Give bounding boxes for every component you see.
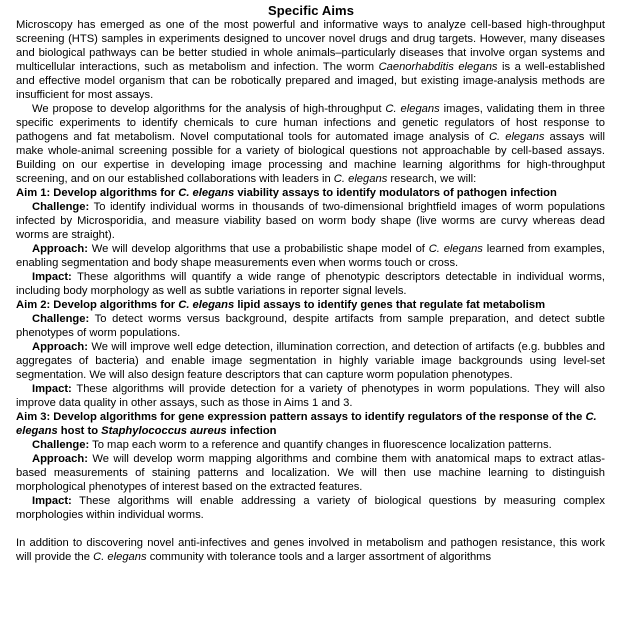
bold-run: viability assays to identify modulators of pathogen infection	[234, 187, 557, 199]
text-run: is a well-established and effective model organism that can be robotically prepared and imaged, but existing image-analysis methods are insufficient for most assays.	[16, 61, 605, 101]
text-run: We will improve well edge detection, illumination correction, and detection of artifacts (e.g. bubbles and aggregates of bacteria) and enable image segmentation in highly variable image backgrounds using level-set segmentation. We will also design feature descriptors that can capture worm population phenotypes.	[16, 341, 605, 381]
text-run: learned from examples, enabling segmentation and body shape measurements even when worms touch or cross.	[16, 243, 605, 269]
bold-run: Approach:	[32, 453, 88, 465]
text-run: These algorithms will quantify a wide range of phenotypic descriptors detectable in individual worms, including body morphology as well as subtle variations in reporter signal levels.	[16, 271, 605, 297]
page-title: Specific Aims	[267, 3, 355, 18]
text-run: To map each worm to a reference and quantify changes in fluorescence localization patterns.	[89, 439, 552, 451]
text-run: Microscopy has emerged as one of the most powerful and informative ways to analyze cell-based high-throughput screening (HTS) samples in experiments designed to uncover novel drugs and drug targets. However, many diseases and biological pathways can be better studied in whole animals–particularly diseases that involve organ systems and multicellular interactions, such as metabolism and infection. The worm	[16, 19, 605, 73]
text-run: These algorithms will enable addressing a variety of biological questions by measuring complex morphologies within individual worms.	[16, 495, 605, 521]
italic-species-name: C. elegans	[178, 187, 235, 199]
bold-run: Approach:	[32, 243, 88, 255]
aim-heading	[16, 298, 605, 312]
text-run: To identify individual worms in thousands of two-dimensional brightfield images of worm populations infected by Microsporidia, and measure viability based on worm body shape (live worms are curvy whereas dead worms are straight).	[16, 201, 605, 241]
italic-species-name: C. elegans	[488, 131, 545, 143]
bold-run: Challenge:	[32, 201, 90, 213]
bold-run: Approach:	[32, 341, 88, 353]
text-run: These algorithms will provide detection for a variety of phenotypes in worm populations. They will also improve data quality in other assays, such as those in Aims 1 and 3.	[16, 383, 605, 409]
italic-species-name: C. elegans	[178, 299, 235, 311]
italic-species-name: C. elegans	[385, 103, 440, 115]
body-paragraph	[16, 452, 605, 494]
text-run: We will develop worm mapping algorithms and combine them with anatomical maps to extract atlas-based measurements of staining patterns and localization. We will then use machine learning to distinguish morphological phenotypes of interest based on the extracted features.	[16, 453, 605, 493]
bold-run: Challenge:	[32, 313, 90, 325]
text-run: We propose to develop algorithms for the analysis of high-throughput	[32, 103, 386, 115]
bold-run: Impact:	[32, 271, 72, 283]
text-run: In addition to discovering novel anti-infectives and genes involved in metabolism and pathogen resistance, this work will provide the	[16, 537, 605, 563]
italic-species-name: C. elegans	[428, 243, 483, 255]
text-run: assays will make whole-animal screening possible for a variety of biological questions not approachable by cell-based assays. Building on our expertise in developing image processing and machine learning algorithms for high-throughput screening, and on our established collaborations with leaders in	[16, 131, 605, 185]
text-run: We will develop algorithms that use a probabilistic shape model of	[87, 243, 429, 255]
body-paragraph	[16, 494, 605, 522]
bold-run: Challenge:	[32, 439, 90, 451]
body-paragraph	[16, 200, 605, 242]
body-paragraph	[16, 340, 605, 382]
bold-run: Aim 2: Develop algorithms for	[16, 299, 179, 311]
bold-run: host to	[57, 425, 102, 437]
italic-species-name: C. elegans	[16, 411, 597, 437]
italic-species-name: C. elegans	[333, 173, 388, 185]
body-paragraph	[16, 312, 605, 340]
text-run: To detect worms versus background, despite artifacts from sample preparation, and detect subtle phenotypes of worm populations.	[16, 313, 605, 339]
body-paragraph	[16, 270, 605, 298]
text-run: research, we will:	[387, 173, 477, 185]
body-paragraph	[16, 242, 605, 270]
aim-heading	[16, 186, 605, 200]
bold-run: Impact:	[32, 383, 72, 395]
italic-species-name: Caenorhabditis elegans	[378, 61, 498, 73]
aim-heading	[16, 410, 605, 438]
bold-run: lipid assays to identify genes that regulate fat metabolism	[234, 299, 546, 311]
body-paragraph	[16, 382, 605, 410]
bold-run: Aim 1: Develop algorithms for	[16, 187, 179, 199]
document-body	[0, 18, 622, 564]
bold-run: infection	[226, 425, 277, 437]
body-paragraph	[16, 536, 605, 564]
text-run: images, validating them in three specific experiments to identify chemicals to cure human infections and genetic regulators of host response to pathogens and fat metabolism. Novel computational tools for automated image analysis of	[16, 103, 605, 143]
italic-species-name: C. elegans	[93, 551, 147, 563]
text-run: community with tolerance tools and a larger assortment of algorithms	[146, 551, 492, 563]
body-paragraph	[16, 18, 605, 102]
bold-run: Impact:	[32, 495, 72, 507]
italic-species-name: Staphylococcus aureus	[101, 425, 227, 437]
body-paragraph	[16, 102, 605, 186]
body-paragraph	[16, 438, 605, 452]
bold-run: Aim 3: Develop algorithms for gene expression pattern assays to identify regulators of the response of the	[16, 411, 586, 423]
